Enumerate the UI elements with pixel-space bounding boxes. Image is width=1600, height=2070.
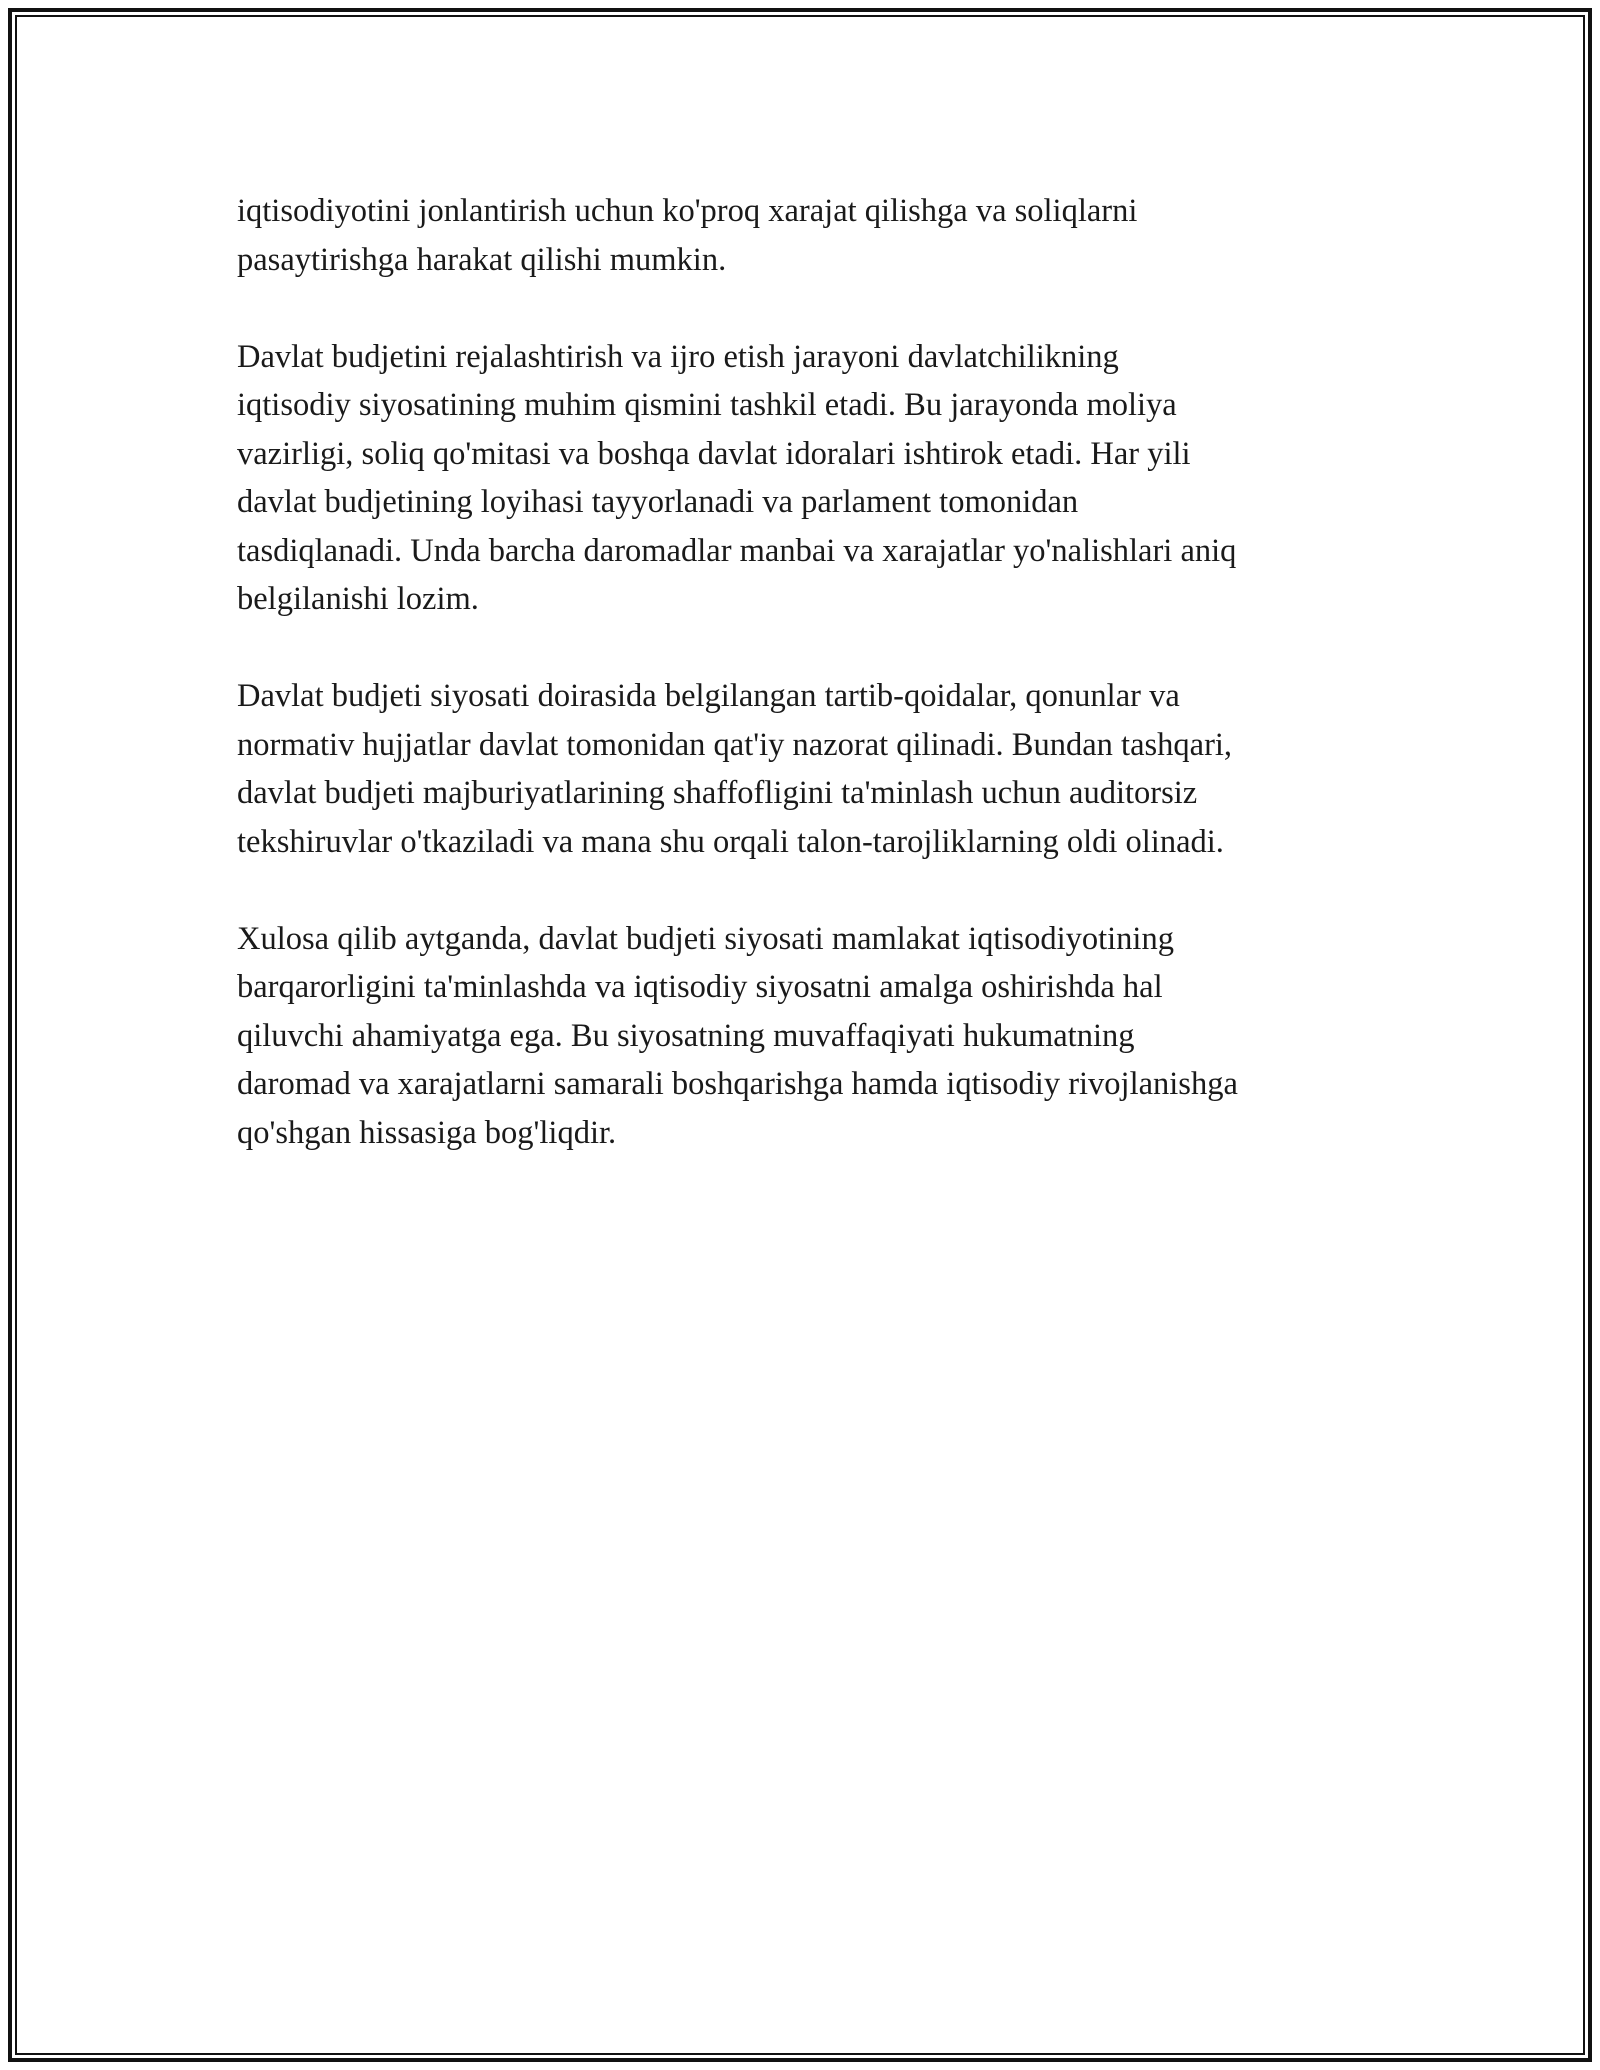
paragraph-2 — [237, 333, 1387, 624]
paragraph-3 — [237, 672, 1387, 866]
text-line: davlat budjetining loyihasi tayyorlanadi va parlament tomonidan — [237, 484, 1079, 520]
paragraph-4 — [237, 915, 1387, 1158]
text-line: barqarorligini ta'minlashda va iqtisodiy siyosatni amalga oshirishda hal — [237, 969, 1163, 1005]
text-line: iqtisodiyotini jonlantirish uchun ko'proq xarajat qilishga va soliqlarni — [237, 193, 1138, 229]
text-line: normativ hujjatlar davlat tomonidan qat'iy nazorat qilinadi. Bundan tashqari, — [237, 726, 1233, 763]
text-line: iqtisodiy siyosatining muhim qismini tashkil etadi. Bu jarayonda moliya — [237, 387, 1177, 423]
text-line: tasdiqlanadi. Unda barcha daromadlar manbai va xarajatlar yo'nalishlari aniq — [237, 532, 1237, 569]
text-line: qo'shgan hissasiga bog'liqdir. — [237, 1114, 617, 1151]
text-line: qiluvchi ahamiyatga ega. Bu siyosatning muvaffaqiyati hukumatning — [237, 1017, 1135, 1054]
paragraph-1 — [237, 187, 1387, 284]
text-line: daromad va xarajatlarni samarali boshqarishga hamda iqtisodiy rivojlanishga — [237, 1066, 1238, 1102]
text-line: Davlat budjetini rejalashtirish va ijro etish jarayoni davlatchilikning — [237, 338, 1119, 375]
document-body — [237, 187, 1387, 1206]
text-line: Davlat budjeti siyosati doirasida belgilangan tartib-qoidalar, qonunlar va — [237, 678, 1180, 714]
text-line: pasaytirishga harakat qilishi mumkin. — [237, 241, 727, 278]
text-line: davlat budjeti majburiyatlarining shaffofligini ta'minlash uchun auditorsiz — [237, 775, 1198, 811]
text-line: vazirligi, soliq qo'mitasi va boshqa davlat idoralari ishtirok etadi. Har yili — [237, 435, 1191, 472]
text-line: tekshiruvlar o'tkaziladi va mana shu orqali talon-tarojliklarning oldi olinadi. — [237, 823, 1224, 860]
text-line: Xulosa qilib aytganda, davlat budjeti siyosati mamlakat iqtisodiyotining — [237, 920, 1174, 957]
text-line: belgilanishi lozim. — [237, 581, 479, 617]
